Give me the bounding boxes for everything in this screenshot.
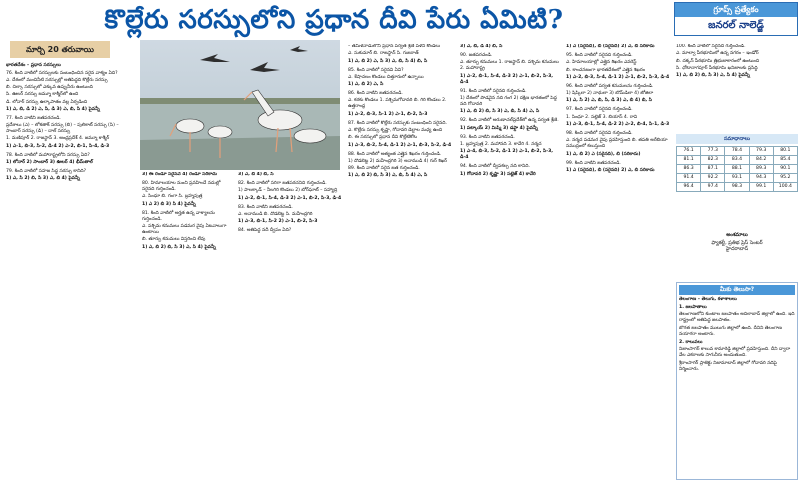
answers-row — [677, 156, 798, 165]
question-text: బి. తూర్పు కనుమలు విస్తరించి లేవు — [142, 237, 206, 243]
question-text: 96. కింది వాటిలో పర్వత కనుమలను గుర్తించండి. — [566, 83, 654, 89]
answer-options: 1) ఎ-3, బి-1, సి-2 2) ఎ-1, బి-2, సి-3 — [238, 219, 318, 225]
credit-label: అంశమాలు — [726, 232, 748, 238]
question-text: ఎ. నర్మద పడమర వైపు ప్రవహిస్తుంది బి. తపతి అరేబియా సముద్రంలో కలుస్తుంది — [566, 138, 668, 150]
question-text: ఎ. సింధూ బి. గంగా సి. బ్రహ్మపుత్ర — [142, 194, 203, 200]
headline: కొల్లేరు సరస్సులోని ప్రధాన దీవి పేరు ఏమిటి? — [104, 4, 564, 35]
answer-options: 1) ఎ-1, బి-3, సి-2, డి-4 2) ఎ-2, బి-1, సి-4, డి-3 — [6, 143, 110, 149]
question-text: ఎ. హిమాలయాల్లో ఎత్తైన శిఖరం ఎవరెస్ట్ — [566, 60, 637, 66]
answer-cell: 85.4 — [773, 156, 797, 165]
credit-name: ఫ్యాకల్టీ, ప్రతిభ ప్రెస్ సెంటర్ — [711, 239, 763, 246]
answer-cell: 80.1 — [773, 147, 797, 156]
question-text: ఎ. కొల్లేరు సరస్సు కృష్ణా, గోదావరి డెల్టాల మధ్య ఉంది — [348, 128, 443, 133]
question-text: 92. కింది వాటిలో అరుణాచల్‌ప్రదేశ్‌లో ఉన్న పర్వత శ్రేణి. — [460, 118, 559, 124]
question-text: 94. కింది వాటిలో ద్వీపకల్ప నది కానిది. — [460, 164, 530, 170]
question-text: 1. మణిపూర్ 2. రాజస్థాన్ 3. ఆంధ్రప్రదేశ్ 4. జమ్మూ కాశ్మీర్ — [6, 136, 110, 142]
column-5 — [460, 44, 560, 480]
answer-cell: 81.1 — [677, 156, 701, 165]
question-text: ఎ. తూర్పు కనుమలు 1. రాజస్థాన్ బి. పశ్చిమ కనుమలు 2. మహారాష్ట్ర — [460, 60, 559, 72]
question-text: డి. లోనార్ సరస్సు ఉల్కాపాతం వల్ల ఏర్పడింది — [6, 99, 88, 105]
answer-cell: 91.4 — [677, 174, 701, 183]
answers-grid — [676, 146, 798, 192]
question-text: 100. కింది వాటిలో సరైనది గుర్తించండి. — [676, 44, 746, 49]
answer-options: 1) పట్కాయ్ 2) మిష్మి 3) డఫ్లా 4) పైవన్నీ — [460, 125, 538, 131]
column-2 — [142, 172, 232, 480]
answer-options: 1) ఎ-2, బి-3, సి-4, డి-1 2) ఎ-1, బి-2, సి-3, డి-4 — [566, 74, 670, 80]
question-text: ఎ. అనాముడి బి. దొడబెట్ట సి. మహేంద్రగిరి — [238, 211, 313, 217]
answers-row — [677, 183, 798, 192]
answer-cell: 92.2 — [701, 174, 725, 183]
question-text: ఎ. మాల్వా పీఠభూమిలో ఉన్న నగరం – ఇండోర్ — [676, 51, 759, 57]
answer-options: 1) ఎ, బి 2) బి, సి 3) ఎ, బి, సి 4) ఎ, సి — [348, 173, 428, 179]
question-text: 86. కింది వాటిని జతపరచండి. — [348, 91, 403, 97]
question-text: 83. కింది వాటిని జతపరచండి. — [238, 204, 293, 210]
did-you-know-title: మీకు తెలుసా? — [679, 285, 795, 295]
answer-cell: 90.1 — [773, 165, 797, 174]
question-text: 1) షిప్కిలా 2) నాథులా 3) బొమ్‌డిలా 4) జోజిలా — [566, 91, 654, 97]
question-text: 87. కింది వాటిలో కొల్లేరు సరస్సుకు సంబంధించి సరైనది. — [348, 120, 447, 126]
answer-options: 1) ఎ-2, బి-1, సి-4, డి-3 2) ఎ-1, బి-2, సి-3, డి-4 — [238, 195, 342, 201]
question-text: 84. అతిపెద్ద నదీ ద్వీపం ఏది? — [238, 228, 292, 234]
answer-options: 1) ఎ, బి 2) ఎ, సి — [348, 82, 384, 88]
answer-cell: 79.3 — [749, 147, 773, 156]
column-6 — [566, 44, 670, 480]
answer-options: 1) ఎ-3, బి-2, సి-4, డి-1 2) ఎ-1, బి-3, సి-2, డి-4 — [348, 142, 452, 148]
answer-options: 1) లోనార్ 2) సాంబార్ 3) ఊలర్ 4) భీమ్‌తాల్ — [6, 160, 93, 165]
section-heading: 2. కాలువలు — [679, 339, 703, 345]
answer-cell: 100.4 — [773, 183, 797, 192]
answer-cell: 76.1 — [677, 147, 701, 156]
question-text: 1) పాలక్కాడ్ – నీలగిరి కొండలు 2) బోర్‌ఘాట్ – సహ్యాద్రి — [238, 188, 338, 194]
question-text: 1) దొడబెట్ట 2) మహేంద్రగిరి 3) అనాముడి 4) గుర్ శిఖర్ — [348, 158, 448, 164]
question-text: ఎ. కరకు కొండలు 1. పశ్చిమగోదావరి బి. గిరి కొండలు 2. ఉత్తరాంధ్ర — [348, 98, 447, 110]
column-7 — [676, 44, 798, 130]
answer-options: 1) ఎ-2, బి-1, సి-4, డి-3 2) ఎ-1, బి-2, సి-3, డి-4 — [460, 73, 554, 85]
question-text: 93. కింది వాటిని జతపరచండి. — [460, 134, 515, 140]
column-3 — [238, 172, 342, 480]
question-text: 85. కింది వాటిలో సరైనవి ఏవి? — [348, 67, 404, 73]
answer-options: 1) ఎ-3, బి-1, సి-4, డి-2 2) ఎ-2, బి-4, సి-1, డి-3 — [566, 121, 670, 127]
question-text: 82. కింది వాటిలో సరిగా జతపరచనిది గుర్తించండి. — [238, 181, 327, 187]
question-text: బొగత జలపాతం ములుగు జిల్లాలో ఉంది. దీనిని తెలంగాణ నయాగరా అంటారు. — [679, 325, 782, 337]
question-text: 81. కింది వాటిలో అర్హత ఉన్న వాక్యాలను గుర్తించండి. — [142, 210, 215, 222]
answer-cell: 82.3 — [701, 156, 725, 165]
answer-cell: 95.2 — [773, 174, 797, 183]
answer-options: 1) గోదావరి 2) కృష్ణా 3) సట్లెజ్ 4) కావేరి — [460, 171, 536, 177]
answer-options: 1) ఎ, బి 2) ఎ, సి 3) ఎ, బి, సి 4) బి, సి — [348, 58, 428, 64]
credit-place: హైదరాబాద్ — [725, 246, 749, 253]
answer-cell: 98.3 — [725, 183, 749, 192]
answer-options: 1) ఎ, బి, డి 2) ఎ, సి, డి 3) ఎ, బి, సి 4) పైవన్నీ — [6, 106, 100, 112]
column-4 — [348, 44, 454, 480]
question-text: తెలంగాణలోని కుంటాల జలపాతం అదిలాబాద్ జిల్లాలో ఉంది. ఇది రాష్ట్రంలో అతిపెద్ద జలపాతం. — [679, 312, 795, 324]
question-text: సి. ఛోటానాగపూర్ పీఠభూమి ఖనిజాలకు ప్రసిద్ధి — [676, 65, 758, 71]
answer-options: 3) ఎ, బి 4) బి, సి — [238, 172, 274, 177]
question-text: నిజాంసాగర్ కాలువ కామారెడ్డి జిల్లాలో ప్రవహిస్తుంది. దీని ద్వారా వేల ఎకరాలకు సాగునీరు అందుతుంది. — [679, 347, 791, 359]
question-text: 79. కింది వాటిలో సహజ సిద్ధ సరస్సు కానిది? — [6, 169, 87, 175]
question-text: 78. కింది వాటిలో మహారాష్ట్రలోని సరస్సు ఏది? — [6, 152, 90, 158]
question-text: 91. కింది వాటిలో సరైనది గుర్తించండి. — [460, 88, 527, 94]
answer-cell: 97.4 — [701, 183, 725, 192]
question-text: సి. ఊలర్ సరస్సు జమ్మూ కాశ్మీర్‌లో ఉంది — [6, 92, 79, 98]
question-text: 77. కింది వాటిని జతపరచండి. — [6, 115, 61, 121]
answers-row — [677, 174, 798, 183]
answer-cell: 77.3 — [701, 147, 725, 156]
section-heading: 1. జలపాతాలు — [679, 304, 707, 310]
question-text: 95. కింది వాటిలో సరైనది గుర్తించండి. — [566, 53, 633, 59]
question-text: 99. కింది వాటిని జతపరచండి. — [566, 160, 621, 166]
answer-options: 1) ఎ, బి 2) ఎ (సరైనది), బి (సరికాదు) — [566, 151, 641, 157]
answer-options: 3) ఈ రెండూ సరైనవే 4) రెండూ సరికాదు — [142, 172, 218, 177]
question-text: 97. కింది వాటిలో సరైనది గుర్తించండి. — [566, 107, 633, 113]
answer-options: 1) ఎ, బి 2) బి, సి 3) ఎ, సి 4) పైవన్నీ — [142, 244, 216, 250]
answer-options: 1) ఎ (సరైనది), బి (సరైనది) 2) ఎ, బి సరికాదు — [566, 44, 655, 49]
section-tag-top: గ్రూప్స్ ప్రత్యేకం — [675, 3, 797, 17]
question-text: బి. చిల్కా సరస్సులో ఎక్కువ ఉప్పునీరు ఉంటుంది — [6, 85, 93, 91]
answer-cell: 83.4 — [725, 156, 749, 165]
did-you-know-list — [679, 305, 795, 374]
question-text: 1. బ్రహ్మపుత్ర 2. మహానది 3. కావేరి 4. నర్మద — [460, 141, 542, 147]
question-text: ఎ. శేషాచలం కొండలు చిత్తూరులో ఉన్నాయి — [348, 74, 424, 80]
answer-cell: 84.2 — [749, 156, 773, 165]
question-text: 1. సింధూ 2. సట్లెజ్ 3. బియాస్ 4. రావి — [566, 114, 638, 120]
question-text: 98. కింది వాటిలో సరైనవి గుర్తించండి. — [566, 131, 633, 136]
question-text: 80. హిమాలయాల నుంచి ప్రవహించే నదుల్లో సరైనది గుర్తించండి. — [142, 181, 221, 193]
answer-options: 1) ఎ, బి 2) బి, సి 3) ఎ, బి, సి 4) ఎ, సి — [460, 109, 540, 115]
section-tag — [674, 2, 798, 36]
answer-cell: 89.3 — [749, 165, 773, 174]
answer-options: 1) ఎ-4, బి-3, సి-2, డి-1 2) ఎ-1, బి-2, సి-3, డి-4 — [460, 149, 554, 161]
answer-options: 1) ఎ-2, బి-3, సి-1 2) ఎ-1, బి-2, సి-3 — [348, 111, 428, 117]
question-text: ఎ. సుకుమార్ బి. రాజస్థాన్ సి. గుజరాత్ — [348, 51, 419, 57]
answer-cell: 96.4 — [677, 183, 701, 192]
question-text: బి. కాంచనజంగా భారతదేశంలో ఎత్తైన శిఖరం — [566, 67, 645, 73]
credit-box — [676, 232, 798, 280]
section-heading: భారతదేశం – ప్రధాన సరస్సులు — [6, 63, 61, 68]
question-text: 89. కింది వాటిలో సరైన జత గుర్తించండి. — [348, 166, 420, 172]
answers-row — [677, 147, 798, 156]
answer-cell: 87.1 — [701, 165, 725, 174]
question-text: శ్రీరాంసాగర్ ప్రాజెక్టు నిజామాబాద్ జిల్లాలో గోదావరి నదిపై నిర్మించారు. — [679, 361, 777, 373]
question-text: ఎ. పశ్చిమ కనుమలు పడమర వైపు ఏటవాలుగా ఉంటాయి — [142, 224, 227, 236]
answer-cell: 88.1 — [725, 165, 749, 174]
question-text: ప్రదేశాలు (ఎ) – లోకతాక్ సరస్సు (బి) – పులికాట్ సరస్సు (సి) – సాంబార్ సరస్సు (డి) – దాల్ సరస్సు — [6, 123, 119, 135]
question-text: 76. కింది వాటిలో సరస్సులకు సంబంధించిన సరైన వాక్యం ఏది? — [6, 70, 118, 76]
answer-cell: 94.3 — [749, 174, 773, 183]
answer-cell: 99.1 — [749, 183, 773, 192]
question-text: ఎ. దేశంలో మంచినీటి సరస్సుల్లో అతిపెద్దది కొల్లేరు సరస్సు — [6, 77, 108, 83]
question-text: – తమిళనాడులోని ప్రధాన పర్వత శ్రేణి పళని కొండలు — [348, 44, 441, 49]
question-text: 88. కింది వాటిలో అత్యంత ఎత్తైన శిఖరం గుర్తించండి. — [348, 151, 442, 157]
answer-options: 1) ఎ (సరైనది), బి (సరైనది) 2) ఎ, బి సరికాదు — [566, 167, 655, 173]
answer-cell: 93.1 — [725, 174, 749, 183]
answers-title: సమాధానాలు — [676, 134, 798, 144]
question-text: బి. ఈ సరస్సులో ప్రధాన దీవి కొల్లేటికోట — [348, 135, 417, 141]
question-text: 90. జతపరచండి. — [460, 53, 493, 59]
answer-options: 1) ఎ, సి 2) బి, సి 3) ఎ, బి 4) పైవన్నీ — [6, 176, 80, 182]
did-you-know-subtitle: తెలంగాణ – తెలుగు, కళాశాలలు — [679, 296, 737, 302]
answer-options: 1) ఎ, సి 2) ఎ, బి, సి, డి 3) ఎ, బి 4) బి, సి — [566, 98, 652, 104]
answer-cell: 78.4 — [725, 147, 749, 156]
continuation-banner: మార్చి 20 తరువాయి — [10, 41, 110, 58]
answers-row — [677, 165, 798, 174]
storks-photo — [140, 40, 340, 170]
did-you-know-box — [676, 282, 798, 480]
section-tag-bottom: జనరల్ నాలెడ్జ్ — [708, 20, 764, 31]
question-text: 1) దేశంలో పొడవైన నది గంగ 2) దక్షిణ భారతంలో పెద్ద నది గోదావరి — [460, 96, 557, 108]
column-1 — [6, 62, 134, 480]
question-text: బి. దక్కన్ పీఠభూమి త్రిభుజాకారంలో ఉంటుంది — [676, 58, 760, 64]
answer-options: 1) ఎ, బి 2) బి, సి 3) ఎ, సి 4) పైవన్నీ — [676, 73, 750, 78]
answer-options: 1) ఎ 2) బి 3) సి 4) పైవన్నీ — [142, 201, 196, 207]
answer-cell: 86.3 — [677, 165, 701, 174]
answer-options: 3) ఎ, బి, డి 4) బి, సి — [460, 44, 503, 49]
